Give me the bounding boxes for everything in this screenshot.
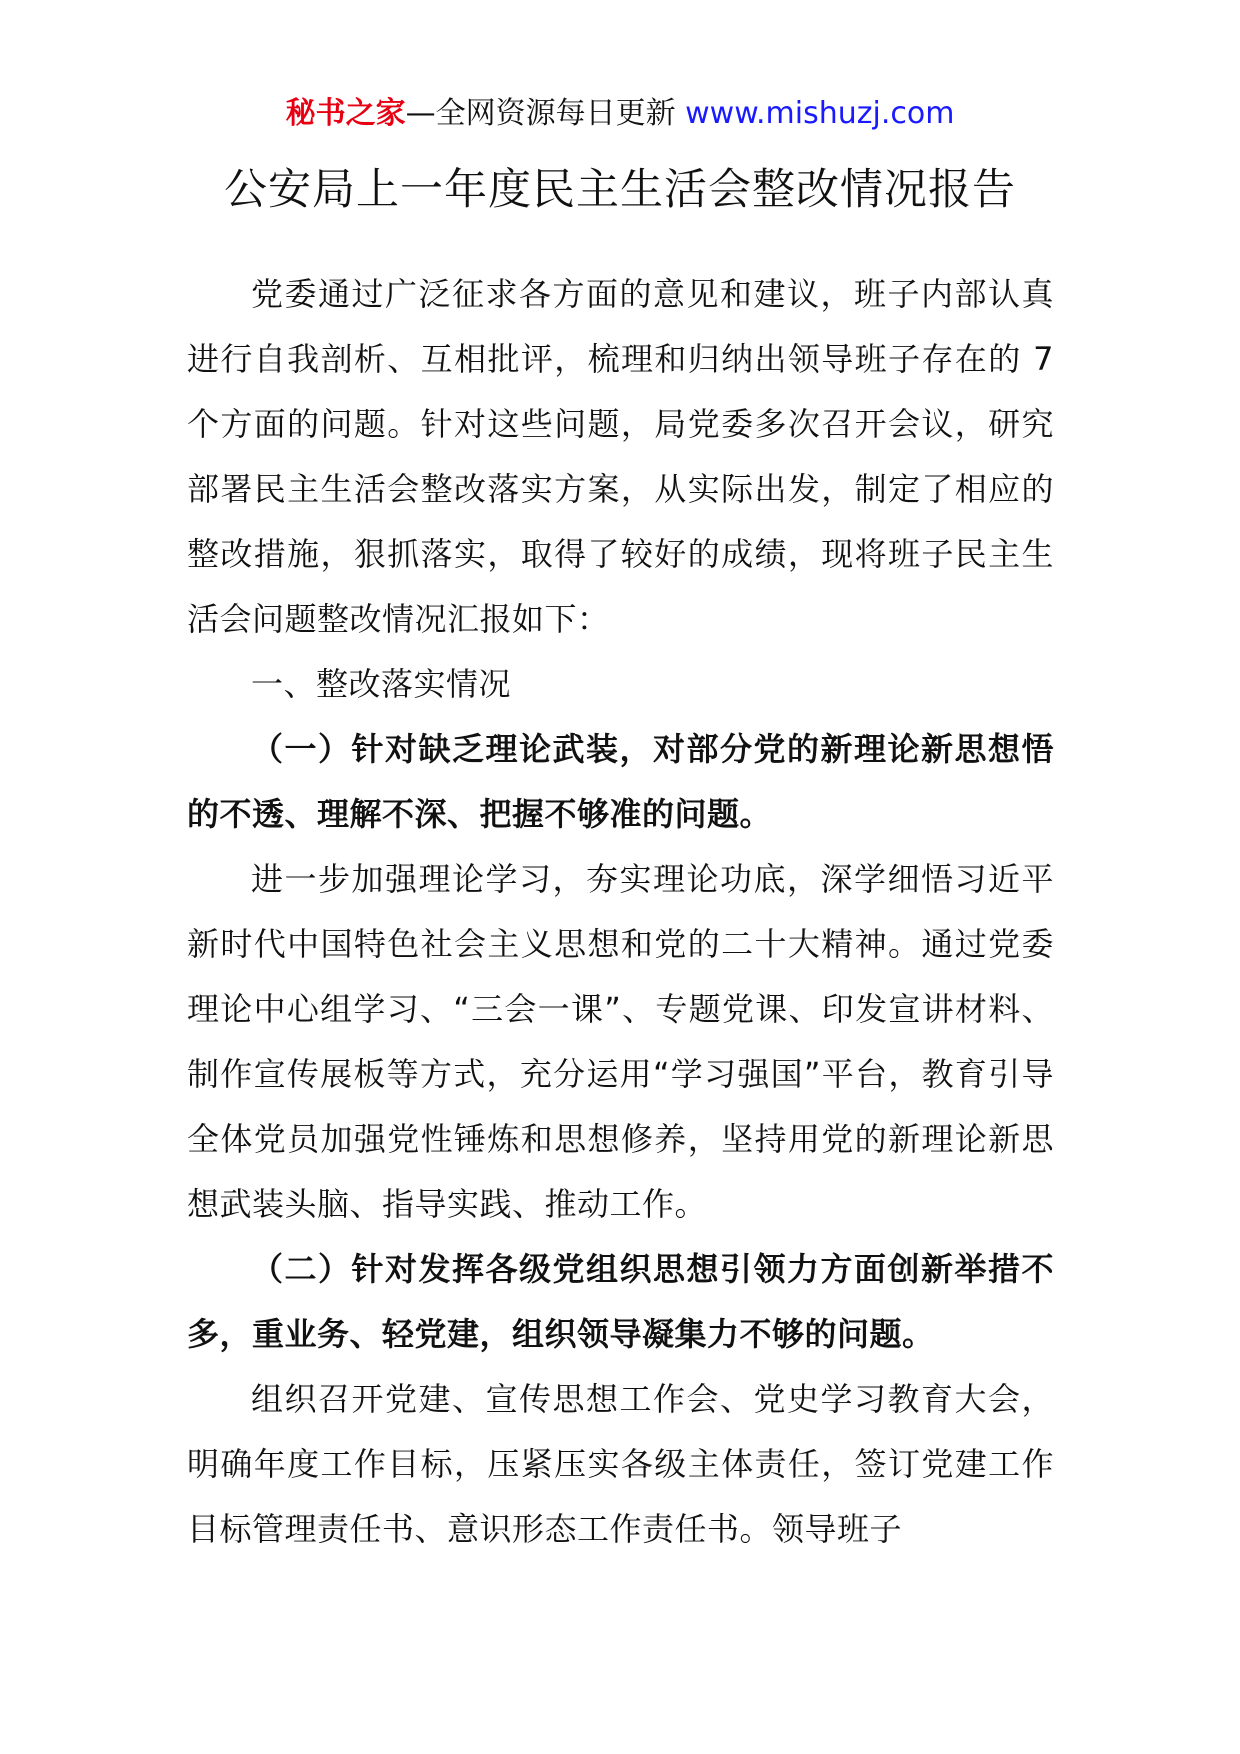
subsection-heading-2: （二）针对发挥各级党组织思想引领力方面创新举措不多，重业务、轻党建，组织领导凝集力不够的问题。 [187,1250,1054,1353]
subsection-heading-1: （一）针对缺乏理论武装，对部分党的新理论新思想悟的不透、理解不深、把握不够准的问题。 [187,730,1054,833]
brand-name: 秘书之家 [285,96,406,131]
header-tagline: —全网资源每日更新 [405,96,686,131]
body-paragraph-2: 组织召开党建、宣传思想工作会、党史学习教育大会，明确年度工作目标，压紧压实各级主体责任，签订党建工作目标管理责任书、意识形态工作责任书。领导班子 [187,1380,1054,1548]
site-header [0,94,1240,134]
document-title: 公安局上一年度民主生活会整改情况报告 [224,165,1016,215]
body-paragraph-1: 进一步加强理论学习，夯实理论功底，深学细悟习近平新时代中国特色社会主义思想和党的二十大精神。通过党委理论中心组学习、“三会一课”、专题党课、印发宣讲材料、制作宣传展板等方式，充分运用“学习强国”平台，教育引导全体党员加强党性锤炼和思想修养，坚持用党的新理论新思想武装头脑、指导实践、推动工作。 [187,860,1054,1223]
intro-paragraph: 党委通过广泛征求各方面的意见和建议，班子内部认真进行自我剖析、互相批评，梳理和归纳出领导班子存在的 7 个方面的问题。针对这些问题，局党委多次召开会议，研究部署民主生活会整改落实方案，从实际出发，制定了相应的整改措施，狠抓落实，取得了较好的成绩，现将班子民主生活会问题整改情况汇报如下： [187,275,1054,638]
document-body [187,262,1054,1562]
site-url[interactable]: www.mishuzj.com [685,96,955,131]
section-heading: 一、整改落实情况 [251,665,512,703]
